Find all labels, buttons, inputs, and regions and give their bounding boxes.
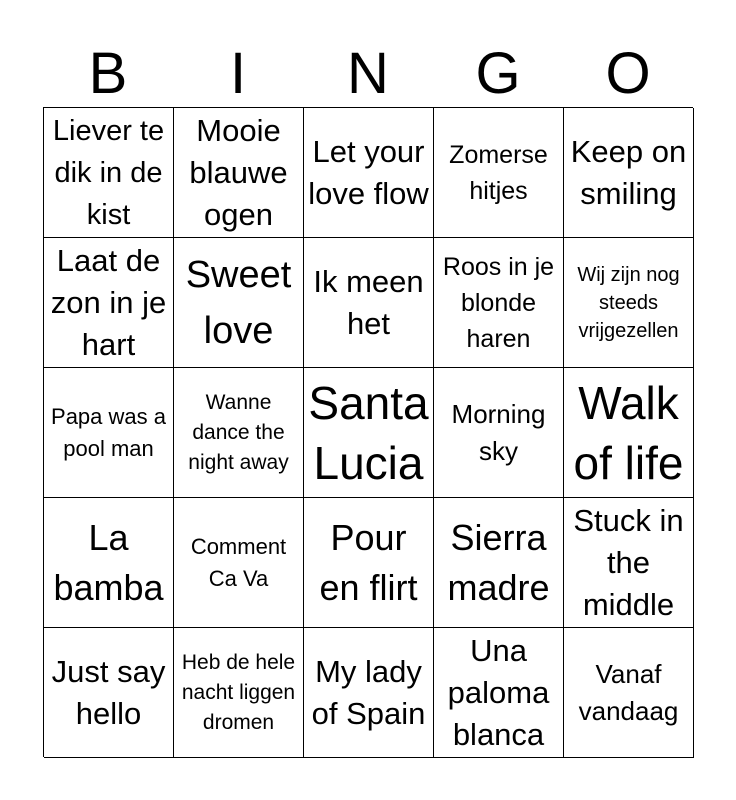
bingo-cell[interactable] xyxy=(564,628,694,758)
bingo-cell[interactable] xyxy=(44,628,174,758)
bingo-cell[interactable] xyxy=(564,368,694,498)
cell-label: La bamba xyxy=(53,516,164,608)
cell-label: Just say hello xyxy=(51,653,166,731)
cell-label: Wij zijn nog steeds vrijgezellen xyxy=(577,263,680,342)
cell-label: Roos in je blonde haren xyxy=(442,252,555,353)
bingo-cell[interactable] xyxy=(174,368,304,498)
cell-label: Sierra madre xyxy=(447,516,550,608)
cell-label: Mooie blauwe ogen xyxy=(189,112,288,232)
bingo-cell[interactable] xyxy=(564,238,694,368)
cell-label: Stuck in the middle xyxy=(573,502,684,622)
cell-label: Santa Lucia xyxy=(308,376,429,489)
cell-label: Sweet love xyxy=(185,253,292,352)
bingo-cell[interactable] xyxy=(434,498,564,628)
cell-label: My lady of Spain xyxy=(311,653,426,731)
cell-label: Keep on smiling xyxy=(570,133,687,211)
cell-label: Zomerse hitjes xyxy=(449,140,548,205)
cell-label: Heb de hele nacht liggen dromen xyxy=(181,650,296,734)
header-letter-b: B xyxy=(88,41,128,106)
cell-label: Laat de zon in je hart xyxy=(50,242,167,362)
bingo-cell[interactable] xyxy=(174,628,304,758)
bingo-cell[interactable] xyxy=(174,108,304,238)
bingo-cell[interactable] xyxy=(44,368,174,498)
bingo-cell[interactable] xyxy=(174,238,304,368)
bingo-cell[interactable] xyxy=(434,628,564,758)
bingo-cell[interactable] xyxy=(304,238,434,368)
cell-label: Liever te dik in de kist xyxy=(52,114,165,231)
cell-label: Vanaf vandaag xyxy=(578,658,679,726)
bingo-cell[interactable] xyxy=(434,368,564,498)
cell-label: Walk of life xyxy=(573,376,684,489)
cell-label: Pour en flirt xyxy=(319,516,418,608)
bingo-cell[interactable] xyxy=(304,628,434,758)
bingo-header xyxy=(43,42,693,106)
bingo-cell[interactable] xyxy=(304,108,434,238)
cell-label: Morning sky xyxy=(451,398,546,466)
cell-label: Wanne dance the night away xyxy=(188,390,289,474)
bingo-cell[interactable] xyxy=(44,238,174,368)
bingo-grid xyxy=(43,107,693,757)
header-letter-i: I xyxy=(229,41,247,106)
cell-label: Ik meen het xyxy=(313,263,424,341)
cell-label: Let your love flow xyxy=(308,133,429,211)
bingo-cell[interactable] xyxy=(564,108,694,238)
bingo-cell[interactable] xyxy=(434,108,564,238)
cell-label: Una paloma blanca xyxy=(447,632,550,752)
bingo-cell[interactable] xyxy=(564,498,694,628)
bingo-cell[interactable] xyxy=(434,238,564,368)
bingo-cell[interactable] xyxy=(44,108,174,238)
cell-label: Papa was a pool man xyxy=(51,403,166,461)
bingo-cell[interactable] xyxy=(174,498,304,628)
bingo-cell[interactable] xyxy=(304,368,434,498)
bingo-cell[interactable] xyxy=(304,498,434,628)
header-letter-o: O xyxy=(605,41,651,106)
cell-label: Comment Ca Va xyxy=(190,533,287,591)
header-letter-n: N xyxy=(347,41,389,106)
header-letter-g: G xyxy=(475,41,521,106)
bingo-cell[interactable] xyxy=(44,498,174,628)
